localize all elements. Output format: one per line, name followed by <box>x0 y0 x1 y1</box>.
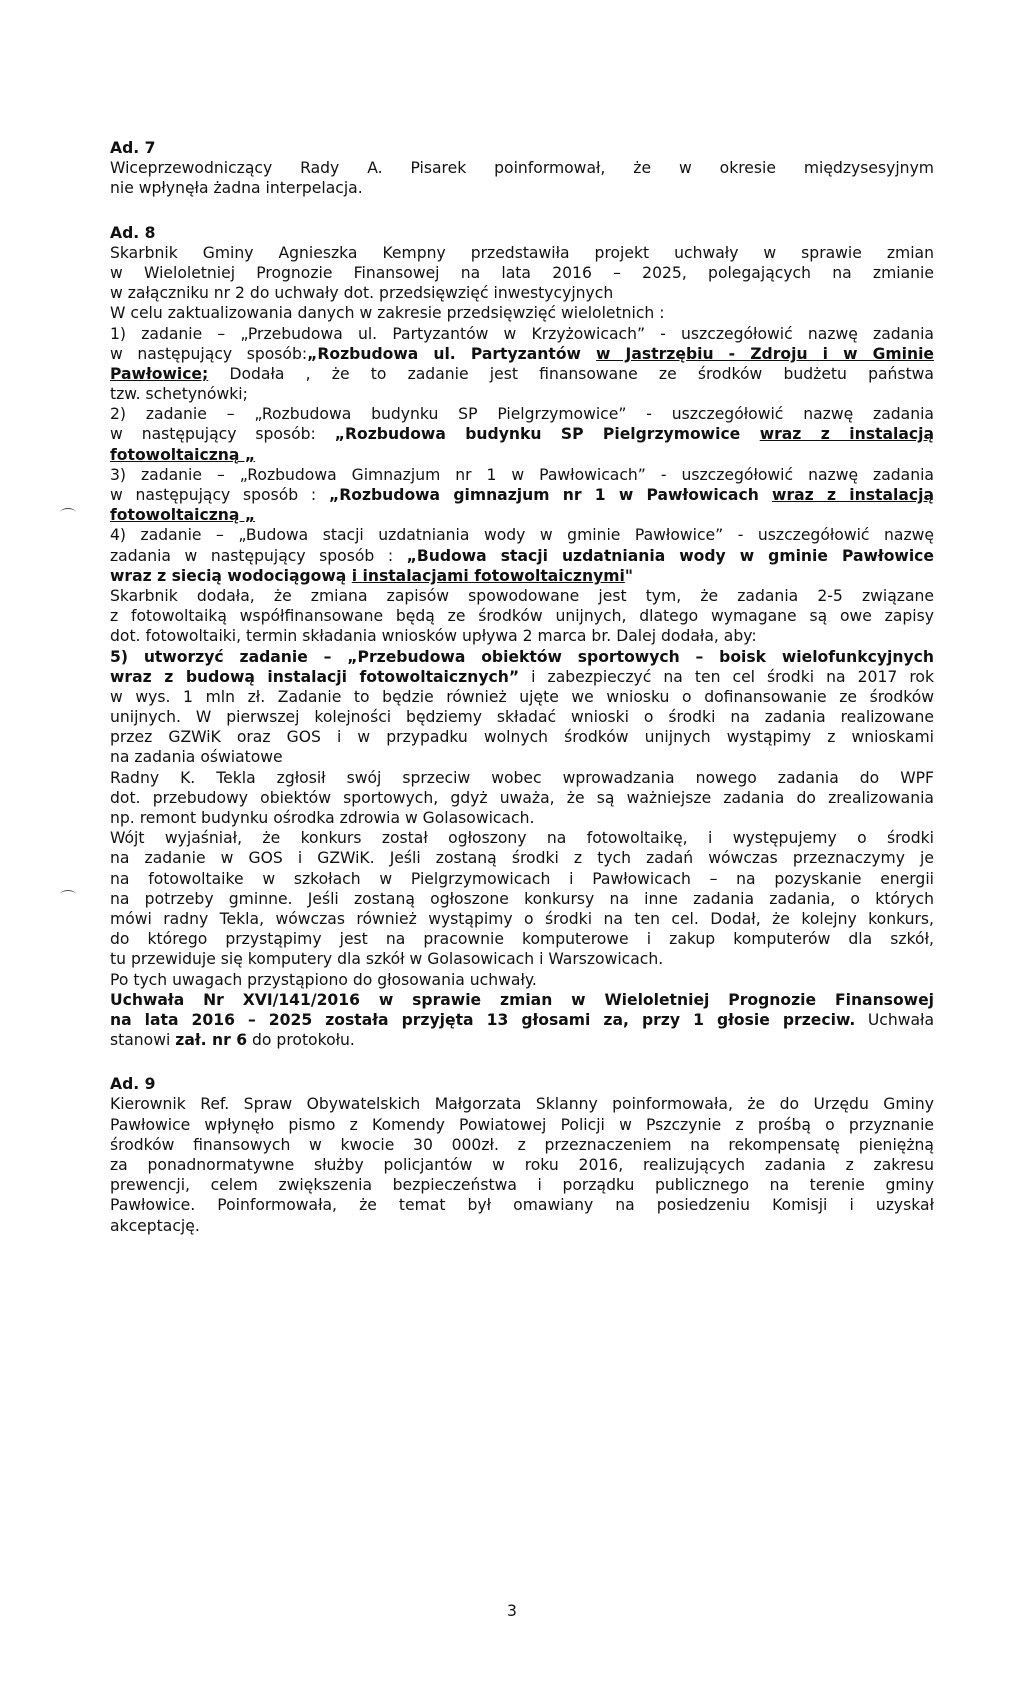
paragraph-line: wraz z budową instalacji fotowoltaicznych” i zabezpieczyć na ten cel środki na 2017 rok <box>110 667 934 686</box>
section-ad9 <box>110 1074 934 1236</box>
paragraph-line: Po tych uwagach przystąpiono do głosowania uchwały. <box>110 970 537 989</box>
paragraph-line: stanowi zał. nr 6 do protokołu. <box>110 1031 355 1050</box>
task-1-line: 1) zadanie – „Przebudowa ul. Partyzantów w Krzyżowicach” - uszczegółowić nazwę zadania <box>110 324 934 343</box>
task-4-line: 4) zadanie – „Budowa stacji uzdatniania wody w gminie Pawłowice” - uszczegółowić nazwę <box>110 526 934 545</box>
paragraph-line: wraz z siecią wodociągową i instalacjami fotowoltaicznymi" <box>110 566 633 585</box>
section-heading-ad7: Ad. 7 <box>110 139 156 157</box>
paragraph-line: z fotowoltaiką współfinansowane będą ze środków unijnych, dlatego wymagane są owe zapisy <box>110 607 934 626</box>
task-2-line: 2) zadanie – „Rozbudowa budynku SP Pielgrzymowice” - uszczegółowić nazwę zadania <box>110 405 934 424</box>
paragraph-line: Skarbnik dodała, że zmiana zapisów spowodowane jest tym, że zadania 2-5 związane <box>110 586 934 605</box>
paragraph-line: Pawłowice wpłynęło pismo z Komendy Powiatowej Policji w Pszczynie z prośbą o przyznanie <box>110 1115 934 1134</box>
paragraph-line: prewencji, celem zwiększenia bezpieczeństwa i porządku publicznego na terenie gminy <box>110 1176 934 1195</box>
task-4-name-line: zadania w następujący sposób : „Budowa stacji uzdatniania wody w gminie Pawłowice <box>110 546 934 565</box>
paragraph-line: w załączniku nr 2 do uchwały dot. przedsięwzięć inwestycyjnych <box>110 284 614 303</box>
task-3-line: 3) zadanie – „Rozbudowa Gimnazjum nr 1 w Pawłowicach” - uszczegółowić nazwę zadania <box>110 465 934 484</box>
task-3-name-line: w następujący sposób : „Rozbudowa gimnazjum nr 1 w Pawłowicach wraz z instalacją <box>110 486 934 504</box>
margin-mark <box>60 890 76 899</box>
section-ad8 <box>110 223 934 1051</box>
paragraph-line: akceptację. <box>110 1216 200 1235</box>
paragraph-line: Wiceprzewodniczący Rady A. Pisarek poinformował, że w okresie międzysesyjnym <box>110 159 934 178</box>
paragraph-line: w wys. 1 mln zł. Zadanie to będzie również ujęte we wniosku o dofinansowanie ze środków <box>110 687 934 706</box>
paragraph-line: Kierownik Ref. Spraw Obywatelskich Małgorzata Sklanny poinformowała, że do Urzędu Gminy <box>110 1095 934 1114</box>
task-5-line: 5) utworzyć zadanie – „Przebudowa obiektów sportowych – boisk wielofunkcyjnych <box>110 647 934 666</box>
page-number: 3 <box>507 1602 517 1620</box>
paragraph-line: tu przewiduje się komputery dla szkół w Golasowicach i Warszowicach. <box>110 950 664 969</box>
paragraph-line: za ponadnormatywne służby policjantów w roku 2016, realizujących zadania z zakresu <box>110 1156 934 1174</box>
paragraph-line: środków finansowych w kwocie 30 000zł. z przeznaczeniem na rekompensatę pieniężną <box>110 1135 934 1154</box>
paragraph-line: przez GZWiK oraz GOS i w przypadku wolnych środków unijnych wystąpimy z wnioskami <box>110 728 934 747</box>
section-ad7 <box>110 138 934 199</box>
section-heading-ad9: Ad. 9 <box>110 1075 156 1094</box>
resolution-line: Uchwała Nr XVI/141/2016 w sprawie zmian w Wieloletniej Prognozie Finansowej <box>110 990 934 1009</box>
paragraph-line: Radny K. Tekla zgłosił swój sprzeciw wobec wprowadzania nowego zadania do WPF <box>110 768 934 787</box>
paragraph-line: fotowoltaiczną „ <box>110 506 256 525</box>
paragraph-line: W celu zaktualizowania danych w zakresie przedsięwzięć wieloletnich : <box>110 304 665 323</box>
paragraph-line: na fotowoltaike w szkołach w Pielgrzymowicach i Pawłowicach – na pozyskanie energii <box>110 869 934 888</box>
paragraph-line: Wójt wyjaśniał, że konkurs został ogłoszony na fotowoltaikę, i występujemy o środki <box>110 829 934 848</box>
task-1-name-line: w następujący sposób:„Rozbudowa ul. Partyzantów w Jastrzębiu - Zdroju i w Gminie <box>110 344 935 363</box>
paragraph-line: Pawłowice; Dodała , że to zadanie jest finansowane ze środków budżetu państwa <box>110 364 934 383</box>
paragraph-line: np. remont budynku ośrodka zdrowia w Golasowicach. <box>110 809 535 827</box>
paragraph-line: na zadania oświatowe <box>110 748 283 767</box>
section-heading-ad8: Ad. 8 <box>110 223 156 242</box>
paragraph-line: nie wpłynęła żadna interpelacja. <box>110 179 363 198</box>
task-2-name-line: w następujący sposób: „Rozbudowa budynku SP Pielgrzymowice wraz z instalacją <box>110 425 934 444</box>
paragraph-line: fotowoltaiczną „ <box>110 445 256 464</box>
margin-mark <box>60 508 76 517</box>
paragraph-line: do którego przystąpimy jest na pracownie komputerowe i zakup komputerów dla szkół, <box>110 930 934 949</box>
paragraph-line: Pawłowice. Poinformowała, że temat był omawiany na posiedzeniu Komisji i uzyskał <box>110 1196 934 1215</box>
paragraph-line: na zadanie w GOS i GZWiK. Jeśli zostaną środki z tych zadań wówczas przeznaczymy je <box>110 849 934 868</box>
document-page <box>110 138 934 1236</box>
paragraph-line: na potrzeby gminne. Jeśli zostaną ogłoszone konkursy na inne zadania zadania, o których <box>110 889 934 908</box>
paragraph-line: w Wieloletniej Prognozie Finansowej na lata 2016 – 2025, polegających na zmianie <box>110 263 934 282</box>
paragraph-line: dot. fotowoltaiki, termin składania wniosków upływa 2 marca br. Dalej dodała, aby: <box>110 627 757 646</box>
paragraph-line: tzw. schetynówki; <box>110 385 248 404</box>
paragraph-line: mówi radny Tekla, wówczas również wystąpimy o środki na ten cel. Dodał, że kolejny konkurs, <box>110 909 934 928</box>
resolution-line: na lata 2016 – 2025 została przyjęta 13 głosami za, przy 1 głosie przeciw. Uchwała <box>110 1010 935 1029</box>
paragraph-line: unijnych. W pierwszej kolejności będziemy składać wnioski o środki na zadania realizowane <box>110 708 934 727</box>
paragraph-line: Skarbnik Gminy Agnieszka Kempny przedstawiła projekt uchwały w sprawie zmian <box>110 243 934 262</box>
paragraph-line: dot. przebudowy obiektów sportowych, gdyż uważa, że są ważniejsze zadania do zrealizowania <box>110 788 934 807</box>
